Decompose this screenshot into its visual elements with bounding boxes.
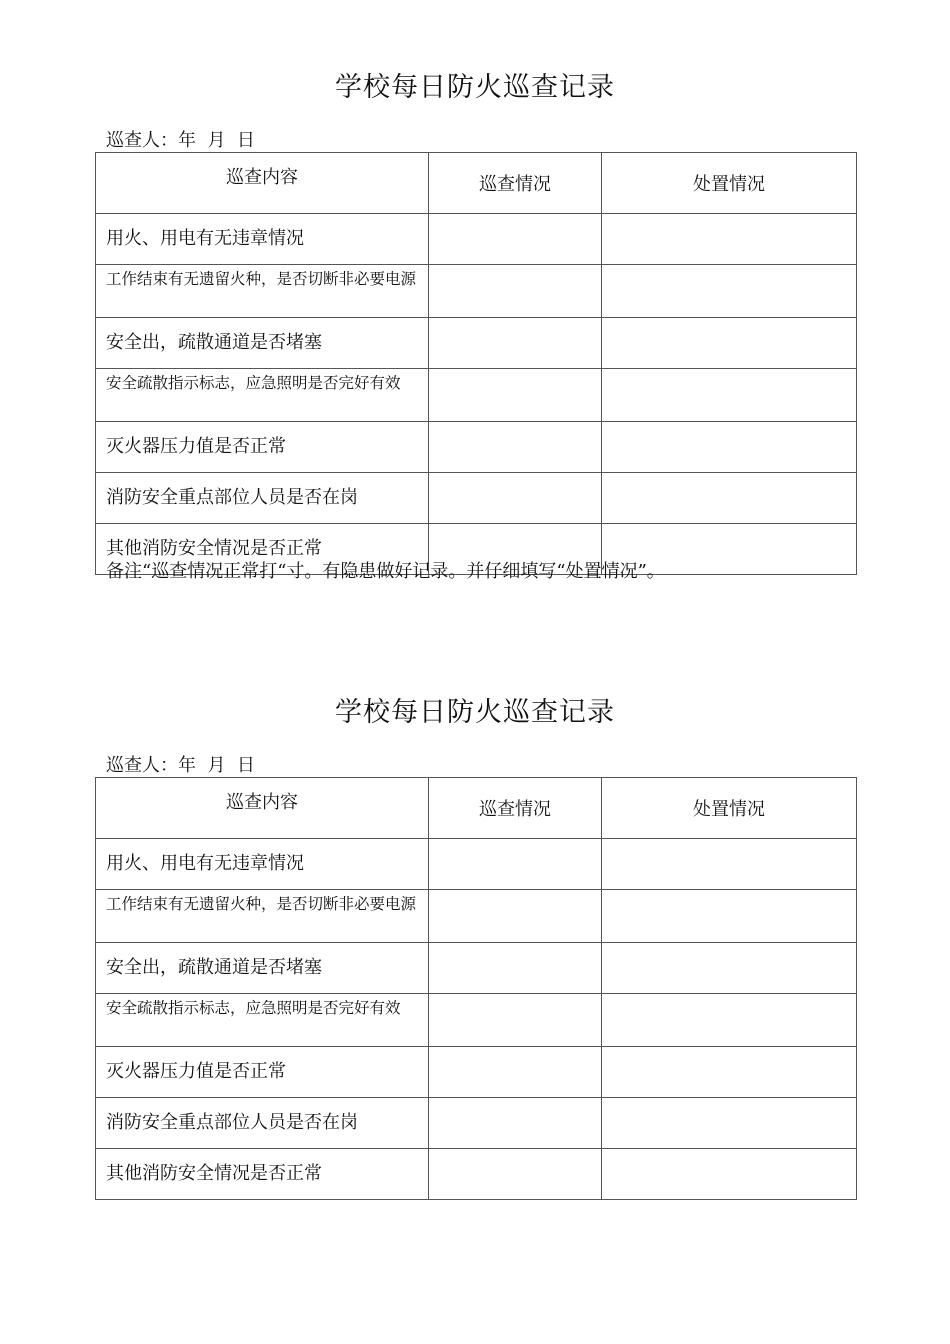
- table-row: [96, 890, 857, 943]
- check-item: 安全出，疏散通道是否堵塞: [96, 943, 429, 994]
- check-item: 消防安全重点部位人员是否在岗: [96, 1098, 429, 1149]
- header-status: 巡查情况: [429, 153, 602, 214]
- action-cell[interactable]: [602, 369, 857, 422]
- check-item: 用火、用电有无违章情况: [96, 214, 429, 265]
- header-action: 处置情况: [602, 778, 857, 839]
- status-cell[interactable]: [429, 994, 602, 1047]
- check-item: 安全疏散指示标志，应急照明是否完好有效: [96, 369, 429, 422]
- header-content: 巡查内容: [96, 153, 429, 214]
- status-cell[interactable]: [429, 265, 602, 318]
- table-row: [96, 214, 857, 265]
- action-cell[interactable]: [602, 890, 857, 943]
- action-cell[interactable]: [602, 994, 857, 1047]
- action-cell[interactable]: [602, 473, 857, 524]
- inspector-date-line: 巡查人：年 月 日: [106, 130, 255, 151]
- status-cell[interactable]: [429, 422, 602, 473]
- patrol-record-table: [95, 777, 857, 1200]
- table-row: [96, 422, 857, 473]
- table-row: [96, 318, 857, 369]
- status-cell[interactable]: [429, 214, 602, 265]
- table-row: [96, 265, 857, 318]
- check-item: 消防安全重点部位人员是否在岗: [96, 473, 429, 524]
- status-cell[interactable]: [429, 1098, 602, 1149]
- check-item: 灭火器压力值是否正常: [96, 422, 429, 473]
- table-header-row: [96, 778, 857, 839]
- header-status: 巡查情况: [429, 778, 602, 839]
- header-content: 巡查内容: [96, 778, 429, 839]
- check-item: 工作结束有无遗留火种，是否切断非必要电源: [96, 265, 429, 318]
- status-cell[interactable]: [429, 1047, 602, 1098]
- action-cell[interactable]: [602, 318, 857, 369]
- header-action: 处置情况: [602, 153, 857, 214]
- status-cell[interactable]: [429, 318, 602, 369]
- table-row: [96, 943, 857, 994]
- action-cell[interactable]: [602, 943, 857, 994]
- check-item: 安全出，疏散通道是否堵塞: [96, 318, 429, 369]
- remark-note: 备注“巡查情况正常打“寸。有隐患做好记录。并仔细填写“处置情况”。: [106, 561, 665, 582]
- table-row: [96, 994, 857, 1047]
- action-cell[interactable]: [602, 422, 857, 473]
- patrol-record-table: [95, 152, 857, 575]
- status-cell[interactable]: [429, 943, 602, 994]
- action-cell[interactable]: [602, 1149, 857, 1200]
- action-cell[interactable]: [602, 265, 857, 318]
- status-cell[interactable]: [429, 369, 602, 422]
- table-row: [96, 369, 857, 422]
- status-cell[interactable]: [429, 473, 602, 524]
- table-row: [96, 473, 857, 524]
- form-title: 学校每日防火巡查记录: [335, 72, 615, 103]
- check-item: 其他消防安全情况是否正常: [96, 524, 429, 575]
- action-cell[interactable]: [602, 214, 857, 265]
- action-cell[interactable]: [602, 1047, 857, 1098]
- status-cell[interactable]: [429, 839, 602, 890]
- check-item: 灭火器压力值是否正常: [96, 1047, 429, 1098]
- status-cell[interactable]: [429, 890, 602, 943]
- inspector-date-line: 巡查人：年 月 日: [106, 755, 255, 776]
- action-cell[interactable]: [602, 839, 857, 890]
- check-item: 安全疏散指示标志，应急照明是否完好有效: [96, 994, 429, 1047]
- check-item: 工作结束有无遗留火种，是否切断非必要电源: [96, 890, 429, 943]
- action-cell[interactable]: [602, 1098, 857, 1149]
- table-row: [96, 1098, 857, 1149]
- table-header-row: [96, 153, 857, 214]
- form-title: 学校每日防火巡查记录: [335, 697, 615, 728]
- table-row: [96, 1149, 857, 1200]
- status-cell[interactable]: [429, 1149, 602, 1200]
- table-row: [96, 1047, 857, 1098]
- table-row: [96, 839, 857, 890]
- check-item: 其他消防安全情况是否正常: [96, 1149, 429, 1200]
- check-item: 用火、用电有无违章情况: [96, 839, 429, 890]
